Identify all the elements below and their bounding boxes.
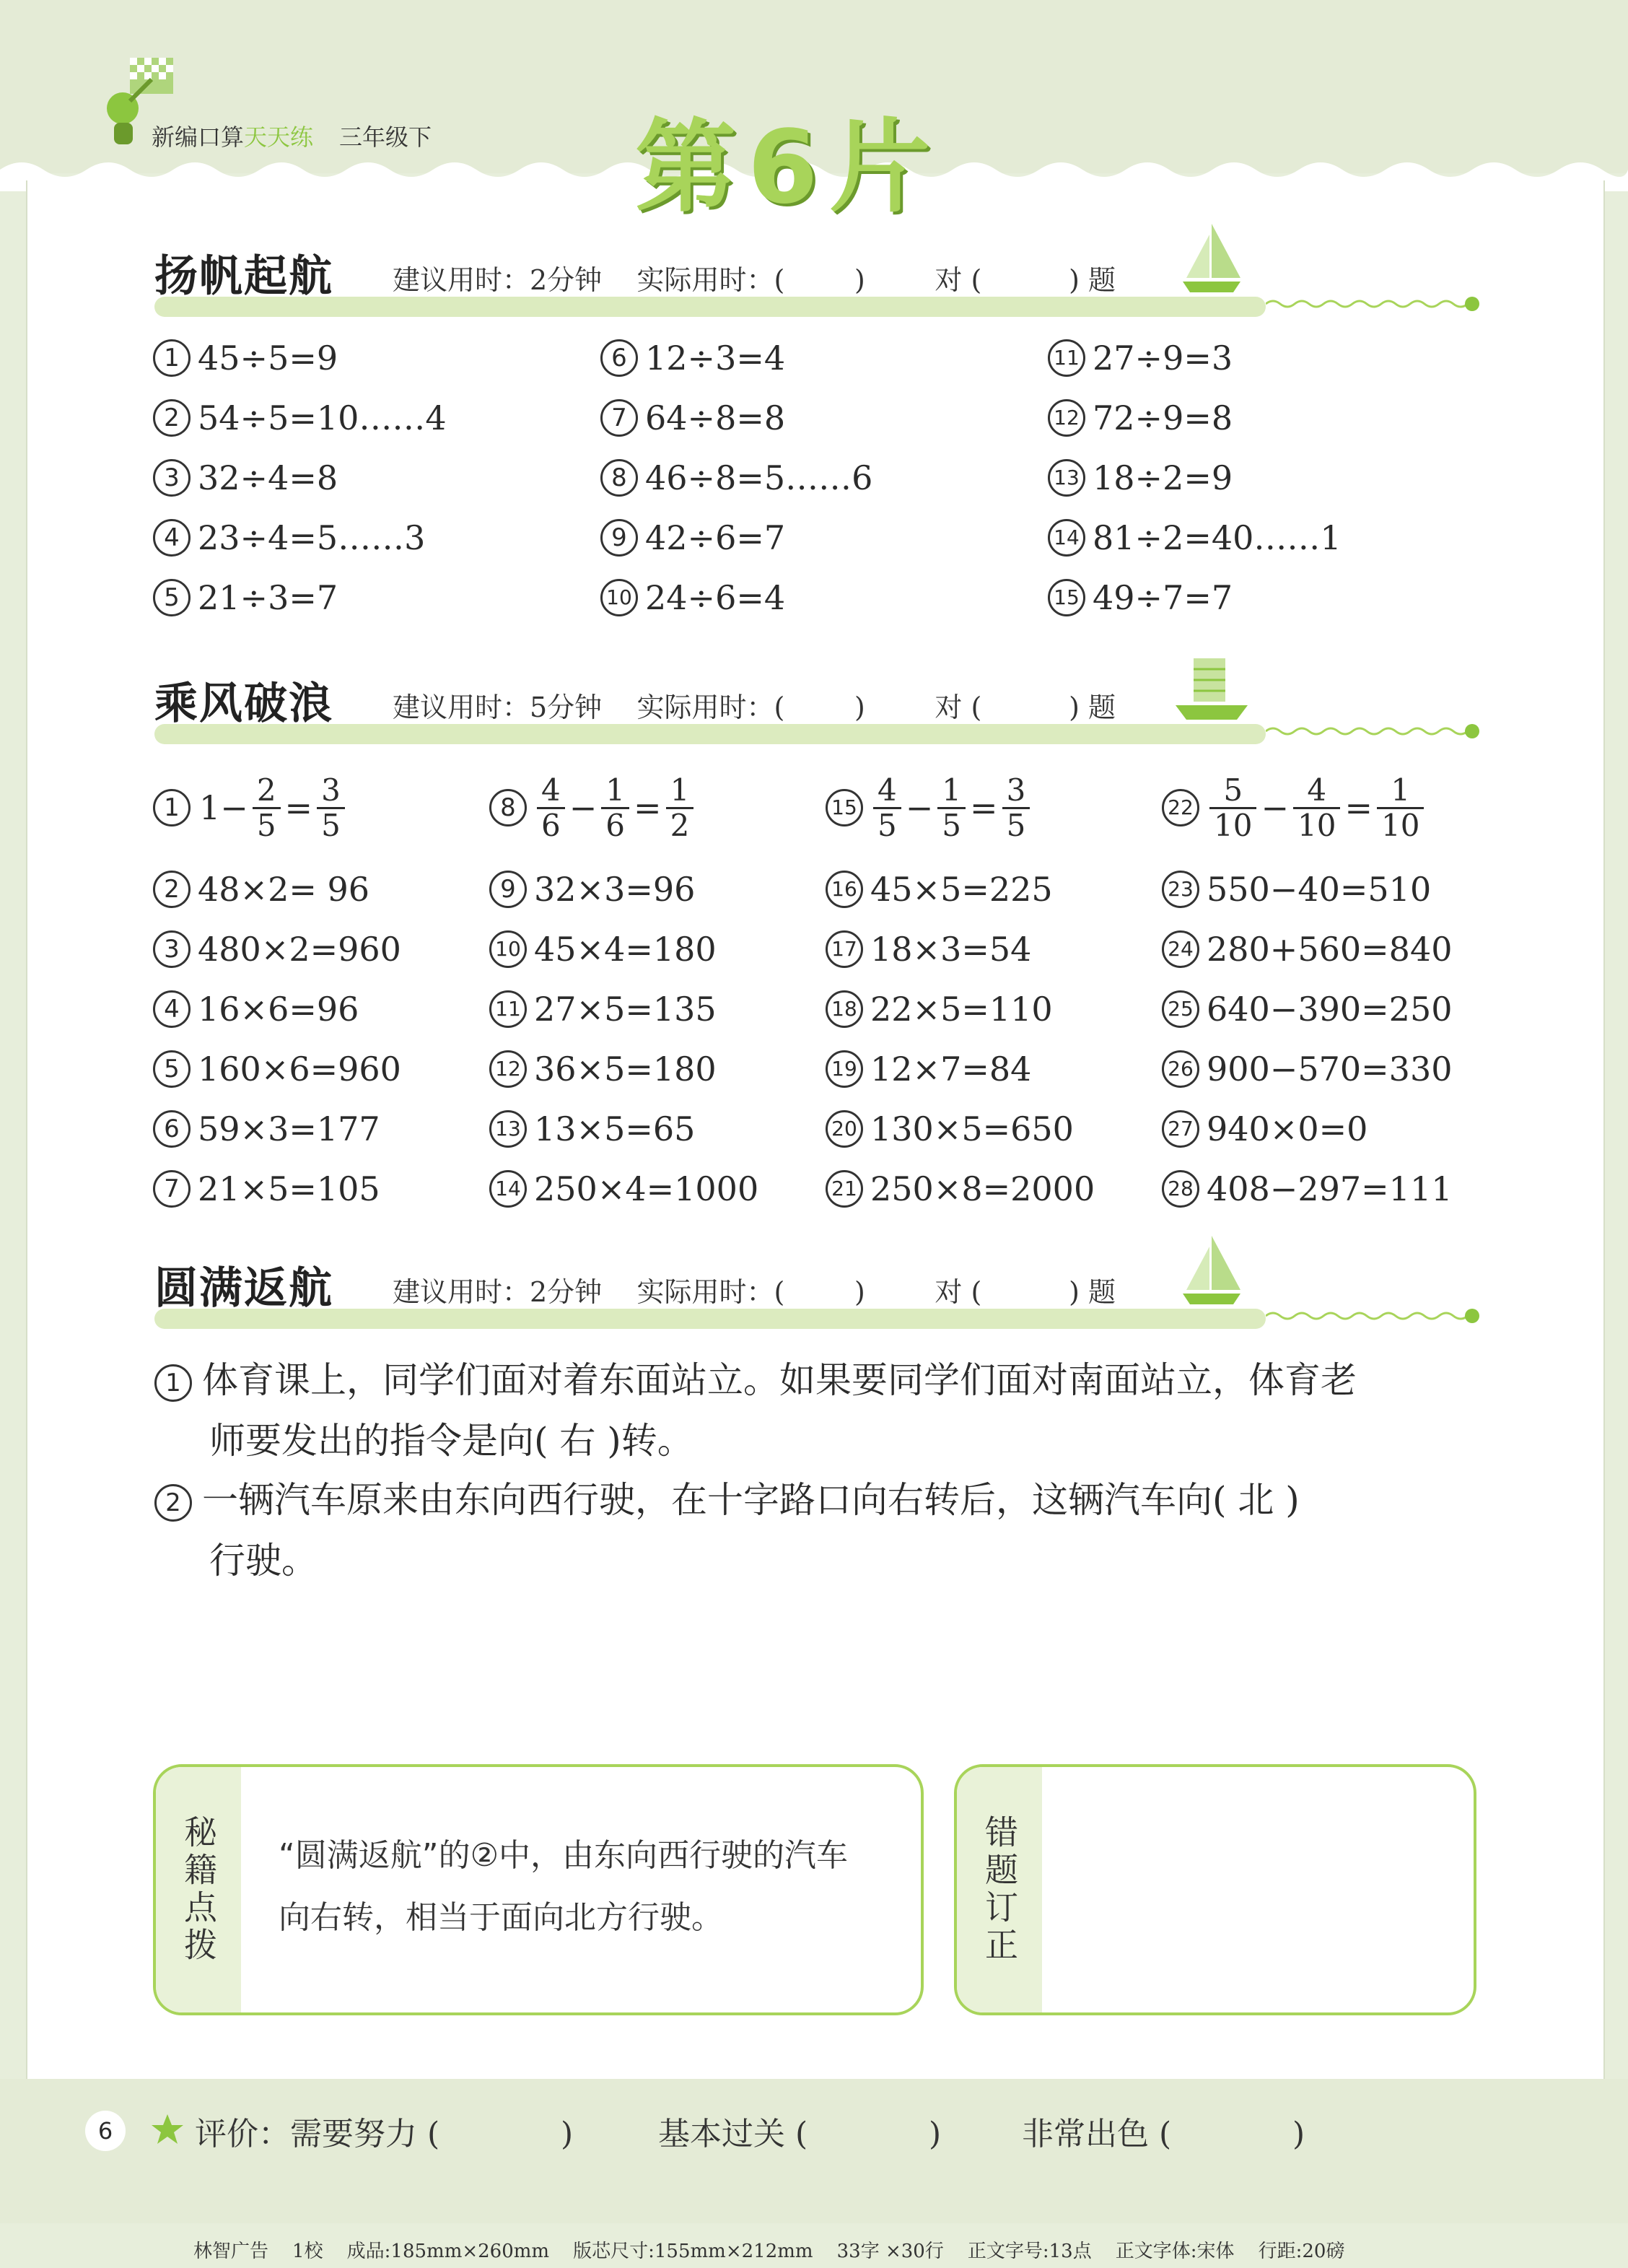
problem-number: 8 [600,459,638,497]
problem-expression: 13×5=65 [534,1109,696,1148]
numerator: 1 [1377,774,1424,809]
problem-expression: 640−390=250 [1207,990,1453,1029]
problem-expression: 12×7=84 [870,1050,1032,1089]
arithmetic-problem [489,1104,695,1148]
problem-number: 2 [154,1484,192,1522]
arithmetic-problem [153,925,401,968]
problem-number: 12 [489,1050,527,1088]
operator: = [970,788,998,827]
numerator: 1 [666,774,694,809]
tip-tab-label: 秘籍点拨 [179,1815,218,1965]
problem-number: 15 [826,789,863,826]
numerator: 4 [873,774,901,809]
section-title: 圆满返航 [154,1263,333,1314]
arithmetic-problem [489,985,717,1028]
problem-expression: 45×4=180 [534,930,717,969]
numerator: 3 [317,774,345,809]
denominator: 5 [1006,807,1026,843]
problem-number: 2 [153,871,191,908]
problem-number: 17 [826,930,863,968]
denominator: 5 [321,807,341,843]
problem-number: 14 [489,1170,527,1208]
problem-number: 10 [489,930,527,968]
numerator: 1 [937,774,966,809]
problem-number: 16 [826,871,863,908]
problem-number: 7 [600,399,638,437]
problem-expression: 45×5=225 [870,870,1053,909]
arithmetic-problem [153,985,359,1028]
problem-number: 19 [826,1050,863,1088]
division-problem [600,573,785,616]
arithmetic-problem [153,1104,380,1148]
arithmetic-problem [826,1164,1095,1208]
problem-expression: 48×2= 96 [198,870,370,909]
problem-expression: 36×5=180 [534,1050,717,1089]
operator: = [1344,788,1373,827]
problem-number: 21 [826,1170,863,1208]
problem-expression: 64÷8=8 [645,398,786,437]
problem-number: 13 [1048,459,1085,497]
division-problem [153,453,338,497]
problem-number: 1 [153,789,191,826]
problem-number: 3 [153,459,191,497]
fraction-problem [489,765,696,845]
tip-line-2: 向右转，相当于面向北方行驶。 [279,1899,723,1936]
problem-expression: 21×5=105 [198,1169,380,1208]
operator: − [1261,788,1289,827]
arithmetic-problem [1162,865,1431,908]
problem-text: 一辆汽车原来由东向西行驶，在十字路口向右转后，这辆汽车向( 北 ) [202,1479,1300,1521]
sailboat-icon [1172,1232,1251,1312]
brand-name: 新编口算 [152,123,245,151]
operator: − [569,788,598,827]
problem-expression: 250×8=2000 [870,1169,1095,1208]
numerator: 2 [253,774,281,809]
problem-expression: 54÷5=10……4 [198,398,447,437]
problem-text-cont: 师要发出的指令是向( 右 )转。 [209,1420,693,1462]
arithmetic-problem [1162,1044,1453,1088]
fraction [937,774,966,842]
problem-expression: 49÷7=7 [1093,578,1233,617]
arithmetic-problem [153,1044,401,1088]
numerator: 3 [1002,774,1030,809]
problem-number: 9 [489,871,527,908]
problem-number: 2 [153,399,191,437]
page-number: 6 [85,2111,126,2151]
eval-pass: 基本过关 ( ) [658,2116,942,2153]
fraction-problem [826,765,1033,845]
division-problem [153,513,425,557]
brand-highlight: 天天练 [244,123,314,151]
tip-tab [156,1767,241,2012]
problem-number: 8 [489,789,527,826]
wavy-line [1266,717,1482,746]
problem-expression: 32÷4=8 [198,458,338,497]
problem-number: 10 [600,579,638,616]
denominator: 5 [942,807,962,843]
grade-label: 三年级下 [339,123,432,151]
denominator: 10 [1214,807,1253,843]
wavy-line [1266,1301,1482,1330]
junk-boat-icon [1172,647,1251,727]
wavy-line [1266,289,1482,318]
problem-number: 11 [1048,339,1085,377]
section-header-3 [154,1254,1475,1319]
arithmetic-problem [826,985,1053,1028]
problem-number: 20 [826,1110,863,1148]
denominator: 6 [541,807,561,843]
fraction [317,774,345,842]
fraction-problem [153,765,348,845]
problem-expression: 22×5=110 [870,990,1053,1029]
problem-text-cont: 行驶。 [209,1540,318,1582]
problem-expression: 280+560=840 [1207,930,1453,969]
fraction [873,774,901,842]
arithmetic-problem [1162,985,1453,1028]
problem-number: 3 [153,930,191,968]
division-problem [1048,393,1233,437]
division-problem [600,333,785,377]
problem-expression: 46÷8=5……6 [645,458,873,497]
problem-expression: 408−297=111 [1207,1169,1453,1208]
problem-number: 1 [153,339,191,377]
eval-excellent: 非常出色 ( ) [1022,2116,1305,2153]
section-meta: 建议用时：2分钟 实际用时：( ) 对 ( ) 题 [393,264,1116,296]
arithmetic-problem [826,1104,1074,1148]
print-info: 林智广告 1校 成品:185mm×260mm 版芯尺寸:155mm×212mm 33字 ×30行 正文字号:13点 正文字体:宋体 行距:20磅 [193,2241,1345,2262]
numerator: 5 [1209,774,1256,809]
arithmetic-problem [1162,1164,1453,1208]
denominator: 5 [878,807,897,843]
fraction [1377,774,1424,842]
problem-expression: 27÷9=3 [1093,339,1233,378]
eval-needs-work: 评价：需要努力 ( ) [195,2116,574,2153]
problem-number: 23 [1162,871,1199,908]
operator: 1− [199,788,248,827]
arithmetic-problem [826,925,1031,968]
tip-content [279,1825,892,1949]
problem-expression: 23÷4=5……3 [198,518,426,557]
word-problem-1 [154,1350,1475,1471]
numerator: 4 [537,774,565,809]
division-problem [600,453,872,497]
problem-number: 5 [153,579,191,616]
problem-number: 14 [1048,519,1085,557]
fraction [1209,774,1256,842]
problem-expression: 42÷6=7 [645,518,786,557]
denominator: 10 [1297,807,1336,843]
sailboat-icon [1172,220,1251,300]
star-icon [150,2112,185,2147]
arithmetic-problem [826,1044,1031,1088]
fraction [666,774,694,842]
denominator: 6 [605,807,626,843]
division-problem [600,513,785,557]
fraction-problem [1162,765,1427,845]
section-title: 扬帆起航 [154,251,333,302]
denominator: 10 [1381,807,1420,843]
section-meta: 建议用时：2分钟 实际用时：( ) 对 ( ) 题 [393,1276,1116,1308]
arithmetic-problem [1162,1104,1367,1148]
section-meta: 建议用时：5分钟 实际用时：( ) 对 ( ) 题 [393,692,1116,723]
division-problem [153,393,447,437]
problem-number: 24 [1162,930,1199,968]
section-title: 乘风破浪 [154,679,333,729]
arithmetic-problem [1162,925,1453,968]
problem-expression: 900−570=330 [1207,1050,1453,1089]
problem-number: 25 [1162,990,1199,1028]
denominator: 5 [256,807,276,843]
operator: = [634,788,662,827]
problem-expression: 72÷9=8 [1093,398,1233,437]
division-problem [153,333,338,377]
correction-tab-label: 错题订正 [980,1815,1019,1965]
problem-number: 22 [1162,789,1199,826]
division-problem [600,393,785,437]
word-problem-2 [154,1470,1475,1591]
problem-expression: 550−40=510 [1207,870,1432,909]
fraction [537,774,565,842]
problem-number: 27 [1162,1110,1199,1148]
problem-number: 12 [1048,399,1085,437]
problem-expression: 130×5=650 [870,1109,1074,1148]
problem-expression: 18×3=54 [870,930,1032,969]
tip-line-1: “圆满返航”的②中，由东向西行驶的汽车 [279,1837,849,1874]
denominator: 2 [670,807,690,843]
arithmetic-problem [489,1164,758,1208]
problem-expression: 32×3=96 [534,870,696,909]
problem-expression: 16×6=96 [198,990,359,1029]
arithmetic-problem [489,1044,717,1088]
problem-expression: 480×2=960 [198,930,401,969]
arithmetic-problem [153,1164,380,1208]
problem-expression: 250×4=1000 [534,1169,759,1208]
problem-number: 26 [1162,1050,1199,1088]
problem-number: 4 [153,990,191,1028]
problem-expression: 18÷2=9 [1093,458,1233,497]
problem-number: 13 [489,1110,527,1148]
correction-box[interactable] [954,1764,1476,2015]
problem-number: 6 [600,339,638,377]
fraction [601,774,629,842]
problem-expression: 81÷2=40……1 [1093,518,1342,557]
numerator: 1 [601,774,629,809]
arithmetic-problem [153,865,369,908]
problem-expression: 24÷6=4 [645,578,786,617]
problem-number: 28 [1162,1170,1199,1208]
problem-number: 7 [153,1170,191,1208]
problem-number: 18 [826,990,863,1028]
problem-number: 5 [153,1050,191,1088]
problem-expression: 12÷3=4 [645,339,786,378]
arithmetic-problem [826,865,1053,908]
problem-expression: 27×5=135 [534,990,717,1029]
problem-number: 6 [153,1110,191,1148]
problem-expression: 940×0=0 [1207,1109,1368,1148]
problem-number: 9 [600,519,638,557]
fraction [253,774,281,842]
problem-number: 15 [1048,579,1085,616]
division-problem [1048,573,1233,616]
problem-expression: 160×6=960 [198,1050,401,1089]
problem-expression: 21÷3=7 [198,578,338,617]
division-problem [153,573,338,616]
brand [152,119,432,152]
numerator: 4 [1293,774,1340,809]
section-header-2 [154,669,1475,734]
page-title: 第6片 [635,109,942,227]
problem-number: 1 [154,1364,192,1402]
division-problem [1048,453,1233,497]
operator: − [905,788,934,827]
problem-text: 体育课上，同学们面对着东面站立。如果要同学们面对南面站立，体育老 [202,1359,1357,1401]
section-header-1 [154,242,1475,307]
problem-number: 11 [489,990,527,1028]
fraction [1293,774,1340,842]
operator: = [284,788,313,827]
problem-expression: 59×3=177 [198,1109,380,1148]
correction-tab [957,1767,1042,2012]
problem-expression: 45÷5=9 [198,339,338,378]
division-problem [1048,513,1342,557]
arithmetic-problem [489,865,695,908]
problem-number: 4 [153,519,191,557]
fraction [1002,774,1030,842]
division-problem [1048,333,1233,377]
arithmetic-problem [489,925,717,968]
tip-box [153,1764,924,2015]
